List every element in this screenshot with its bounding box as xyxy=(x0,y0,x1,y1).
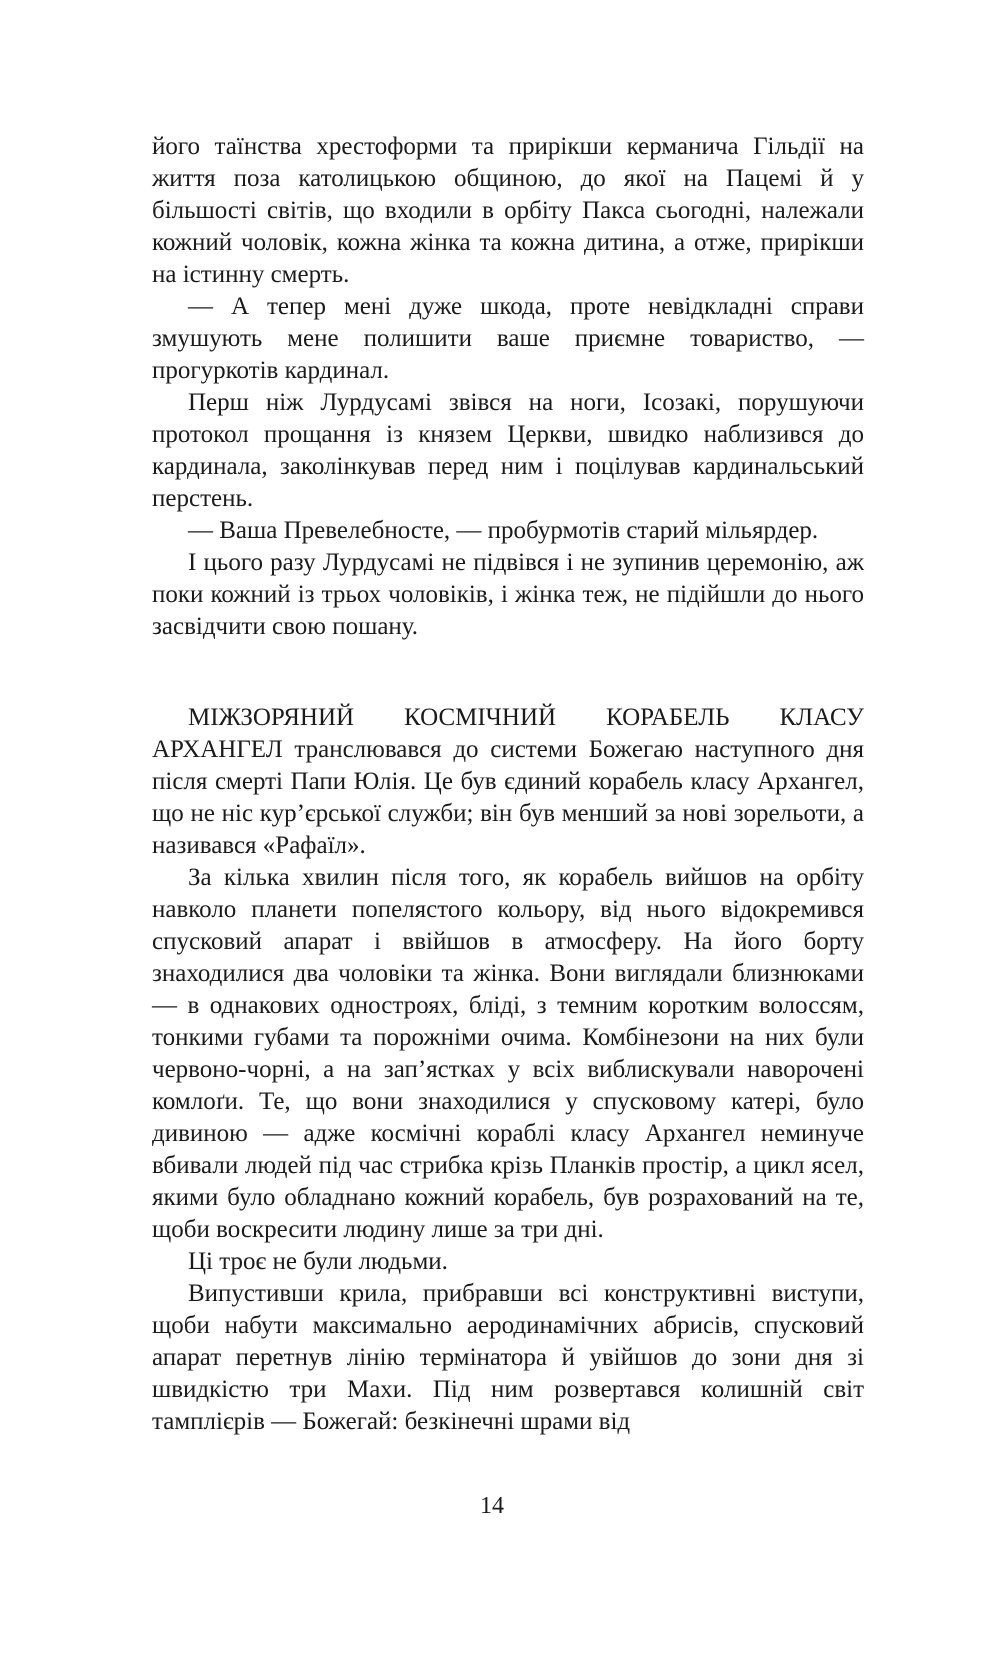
paragraph: МІЖЗОРЯНИЙ КОСМІЧНИЙ КОРАБЕЛЬ КЛАСУ АРХАНГЕЛ транслювався до системи Божегаю наступного дня після смерті Папи Юлія. Це був єдиний корабель класу Архангел, що не ніс кур’єрської служби; він був менший за нові зорельоти, а називався «Рафаїл». xyxy=(152,704,864,859)
paragraph: Ці троє не були людьми. xyxy=(188,1248,448,1275)
paragraph: — А тепер мені дуже шкода, проте невідкладні справи змушують мене полишити ваше приємне товариство, — прогуркотів кардинал. xyxy=(152,293,864,384)
text-section-2 xyxy=(152,702,864,1438)
paragraph: Випустивши крила, прибравши всі конструктивні виступи, щоби набути максимально аеродинамічних абрисів, спусковий апарат перетнув лінію термінатора й увійшов до зони дня зі швидкістю три Махи. Під ним розвертався колишній світ тамплієрів — Божегай: безкінечні шрами від xyxy=(152,1280,864,1435)
page-number: 14 xyxy=(480,1493,504,1519)
paragraph: Перш ніж Лурдусамі звівся на ноги, Ісозакі, порушуючи протокол прощання із князем Церкви, швидко наблизився до кардинала, заколінкував перед ним і поцілував кардинальський перстень. xyxy=(152,389,864,512)
paragraph: За кілька хвилин після того, як корабель вийшов на орбіту навколо планети попелястого кольору, від нього відокремився спусковий апарат і ввійшов в атмосферу. На його борту знаходилися два чоловіки та жінка. Вони виглядали близнюками — в однакових одностроях, блідi, з темним коротким волоссям, тонкими губами та порожніми очима. Комбінезони на них були червоно-чорні, а на зап’ястках у всіх виблискували наворочені комлоґи. Те, що вони знаходилися у спусковому катері, було дивиною — адже космічні кораблі класу Архангел неминуче вбивали людей під час стрибка крізь Планків простір, а цикл ясел, якими було обладнано кожний корабель, був розрахований на те, щоби воскресити людину лише за три дні. xyxy=(152,864,864,1243)
paragraph: його таїнства хрестоформи та прирікши керманича Гільдії на життя поза католицькою общиною, до якої на Пацемі й у більшості світів, що входили в орбіту Пакса сьогодні, належали кожний чоловік, кожна жінка та кожна дитина, а отже, прирікши на істинну смерть. xyxy=(152,133,864,288)
paragraph: І цього разу Лурдусамі не підвівся і не зупинив церемонію, аж поки кожний із трьох чоловіків, і жінка теж, не підійшли до нього засвідчити свою пошану. xyxy=(152,549,864,640)
paragraph: — Ваша Превелебносте, — пробурмотів старий мільярдер. xyxy=(188,517,819,544)
text-section-1 xyxy=(152,131,864,643)
